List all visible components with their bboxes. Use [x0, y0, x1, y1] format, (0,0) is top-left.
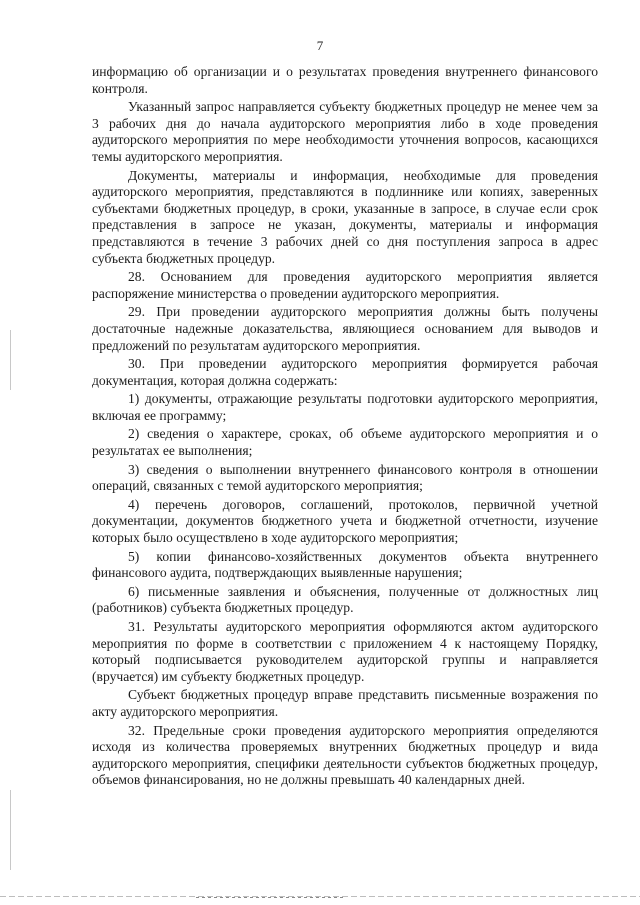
paragraph: Указанный запрос направляется субъекту бюджетных процедур не менее чем за 3 рабочих дня до начала аудиторского мероприятия либо в ходе проведения аудиторского мероприятия по мере необходимости уточнения вопросов, касающихся темы аудиторского мероприятия. — [92, 99, 598, 164]
page-number: 7 — [316, 38, 324, 53]
scan-footer-rule — [196, 897, 346, 898]
paragraph-item-28: 28. Основанием для проведения аудиторского мероприятия является распоряжение министерства о проведении аудиторского мероприятия. — [92, 269, 598, 301]
paragraph-item-32: 32. Предельные сроки проведения аудиторского мероприятия определяются исходя из количества проверяемых внутренних бюджетных процедур и вида аудиторского мероприятия, специфики деятельности субъектов бюджетных процедур, объемов финансирования, но не должны превышать 40 календарных дней. — [92, 722, 598, 788]
paragraph-item-30: 30. При проведении аудиторского мероприятия формируется рабочая документация, которая должна содержать: — [92, 356, 598, 388]
list-item: 5) копии финансово-хозяйственных документов объекта внутреннего финансового аудита, подтверждающих выявленные нарушения; — [92, 548, 598, 581]
list-item: 4) перечень договоров, соглашений, протоколов, первичной учетной документации, документов бюджетного учета и бюджетной отчетности, изучение которых было осуществлено в ходе аудиторского мероприятия; — [92, 496, 598, 546]
paragraph: Документы, материалы и информация, необходимые для проведения аудиторского мероприятия, представляются в подлиннике или копиях, заверенных субъектами бюджетных процедур, в сроки, указанные в запросе, в случае если срок представления в запросе не указан, документы, материалы и информация представляются в течение 3 рабочих дней со дня поступления запроса в адрес субъекта бюджетных процедур. — [92, 167, 598, 266]
scan-edge-mark — [10, 330, 11, 390]
list-item: 6) письменные заявления и объяснения, полученные от должностных лиц (работников) субъекта бюджетных процедур. — [92, 583, 598, 616]
list-item: 3) сведения о выполнении внутреннего финансового контроля в отношении операций, связанных с темой аудиторского мероприятия; — [92, 461, 598, 494]
scan-edge-mark — [10, 790, 11, 870]
paragraph: Субъект бюджетных процедур вправе представить письменные возражения по акту аудиторского мероприятия. — [92, 687, 598, 719]
list-item: 1) документы, отражающие результаты подготовки аудиторского мероприятия, включая ее программу; — [92, 391, 598, 423]
paragraph-item-29: 29. При проведении аудиторского мероприятия должны быть получены достаточные надежные доказательства, являющиеся основанием для выводов и предложений по результатам аудиторского мероприятия. — [92, 304, 598, 353]
paragraph: информацию об организации и о результатах проведения внутреннего финансового контроля. — [92, 64, 598, 96]
list-item: 2) сведения о характере, сроках, об объеме аудиторского мероприятия и о результатах ее выполнения; — [92, 426, 598, 459]
document-body — [92, 64, 598, 791]
paragraph-item-31: 31. Результаты аудиторского мероприятия оформляются актом аудиторского мероприятия по форме в соответствии с приложением 4 к настоящему Порядку, который подписывается руководителем аудиторской группы и направляется (вручается) им субъекту бюджетных процедур. — [92, 619, 598, 684]
